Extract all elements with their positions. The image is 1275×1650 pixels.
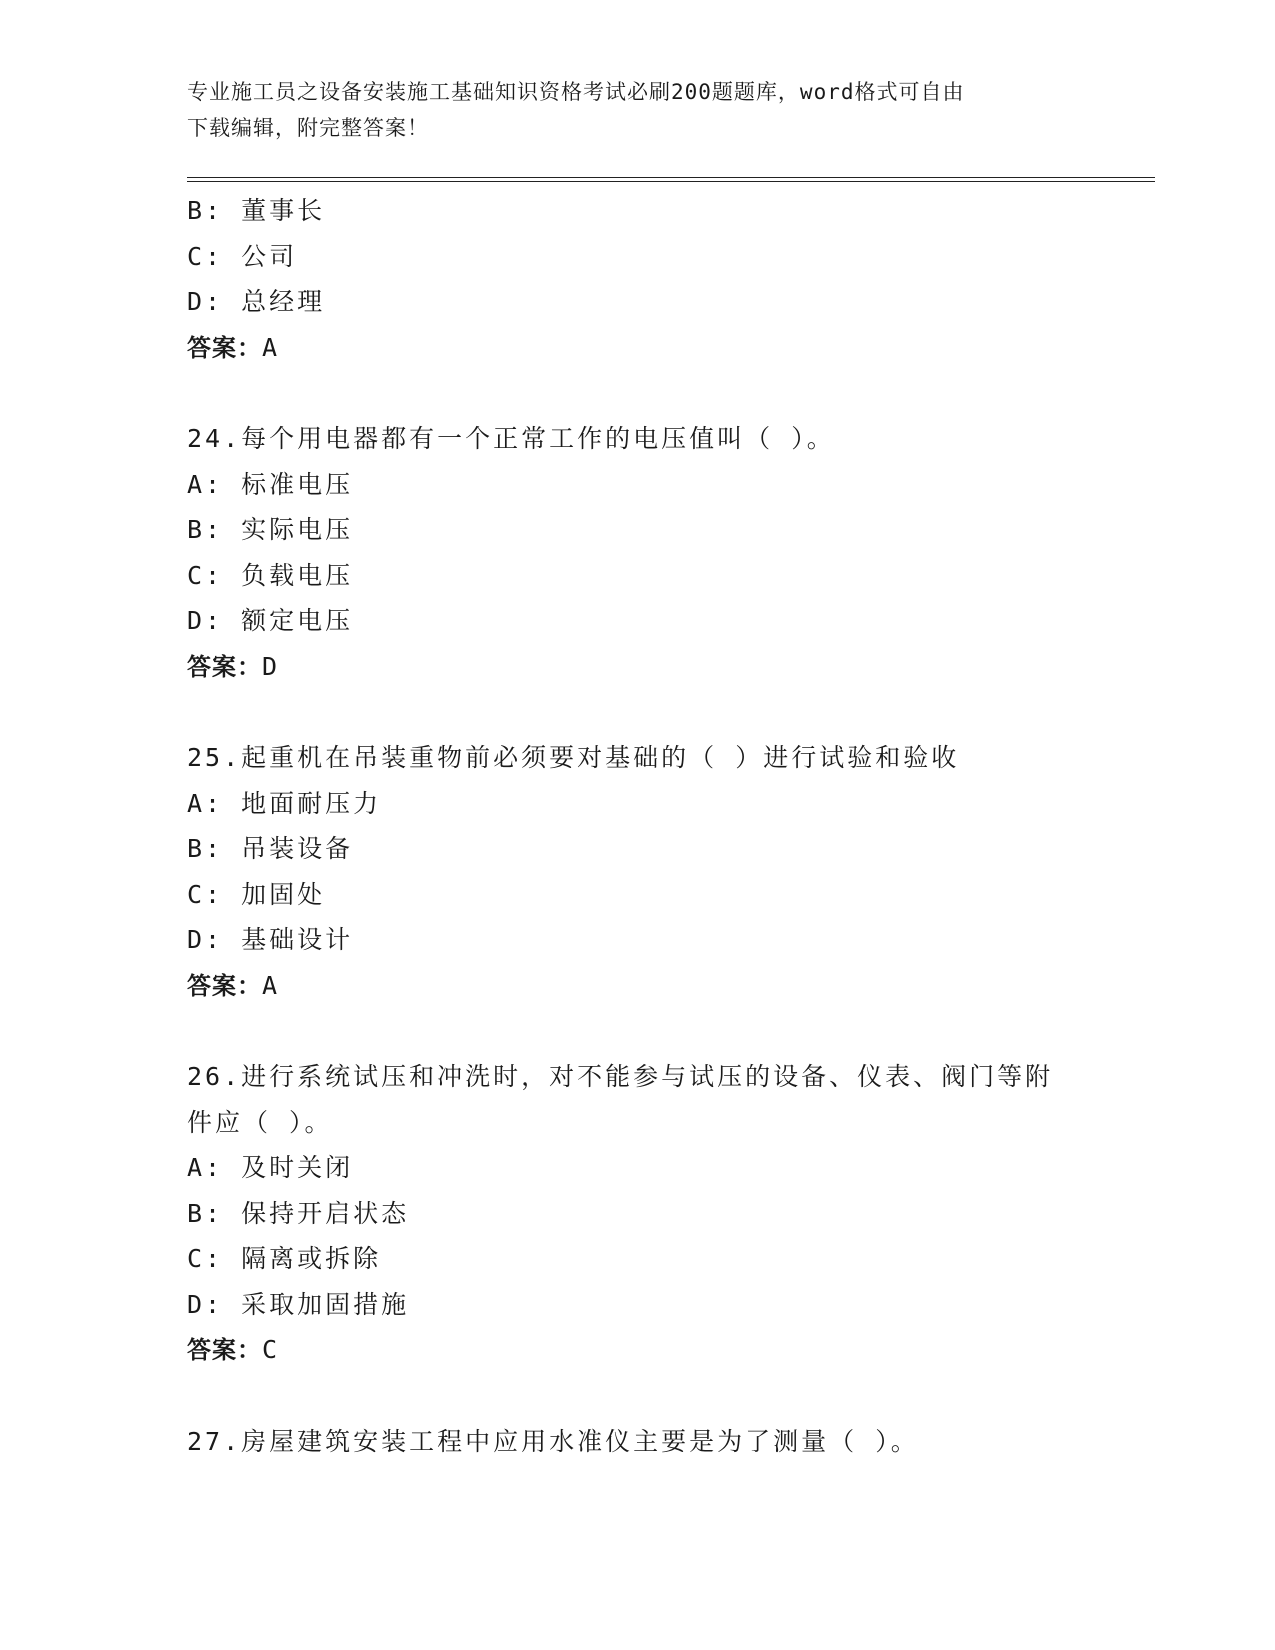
document-header	[187, 74, 1067, 146]
answer-label: 答案：	[187, 971, 262, 1000]
option-c: C: 隔离或拆除	[187, 1244, 382, 1273]
answer-value: A	[262, 970, 279, 1000]
option-d: D: 采取加固措施	[187, 1289, 410, 1319]
option-b: B: 吊装设备	[187, 834, 354, 863]
question-text: 27.房屋建筑安装工程中应用水准仪主要是为了测量（ ）。	[187, 1426, 919, 1456]
question-23-continued	[187, 188, 1087, 370]
option-d: D: 基础设计	[187, 925, 354, 954]
question-text: 25.起重机在吊装重物前必须要对基础的（ ）进行试验和验收	[187, 743, 960, 772]
question-24	[187, 416, 1087, 689]
option-a: A: 标准电压	[187, 469, 354, 499]
answer-value: A	[262, 332, 279, 362]
header-divider-bottom	[187, 181, 1155, 182]
answer-value: C	[262, 1335, 279, 1364]
answer	[187, 963, 1087, 1009]
answer	[187, 644, 1087, 690]
option-a: A: 及时关闭	[187, 1153, 354, 1182]
option-c: C: 公司	[187, 241, 298, 271]
option-a: A: 地面耐压力	[187, 788, 382, 818]
option-c: C: 加固处	[187, 879, 326, 909]
header-divider-top	[187, 177, 1155, 178]
option-d: D: 总经理	[187, 287, 326, 316]
answer-label: 答案：	[187, 652, 262, 681]
option-b: B: 保持开启状态	[187, 1198, 410, 1228]
header-line-1: 专业施工员之设备安装施工基础知识资格考试必刷200题题库，word格式可自由	[187, 80, 965, 104]
answer-label: 答案：	[187, 1336, 262, 1364]
option-c: C: 负载电压	[187, 560, 354, 590]
header-line-2: 下载编辑，附完整答案！	[187, 116, 429, 140]
question-text: 24.每个用电器都有一个正常工作的电压值叫（ ）。	[187, 424, 835, 453]
option-b: B: 董事长	[187, 196, 326, 225]
answer-label: 答案：	[187, 333, 262, 362]
question-26	[187, 1054, 1087, 1373]
answer-value: D	[262, 651, 279, 681]
question-25	[187, 735, 1087, 1008]
question-text-line-1: 26.进行系统试压和冲洗时，对不能参与试压的设备、仪表、阀门等附	[187, 1062, 1054, 1091]
answer	[187, 325, 1087, 371]
question-text-line-2: 件应（ ）。	[187, 1107, 333, 1137]
question-27	[187, 1419, 1087, 1465]
option-b: B: 实际电压	[187, 515, 354, 544]
answer	[187, 1327, 1087, 1373]
option-d: D: 额定电压	[187, 606, 354, 635]
question-list	[187, 188, 1087, 1464]
